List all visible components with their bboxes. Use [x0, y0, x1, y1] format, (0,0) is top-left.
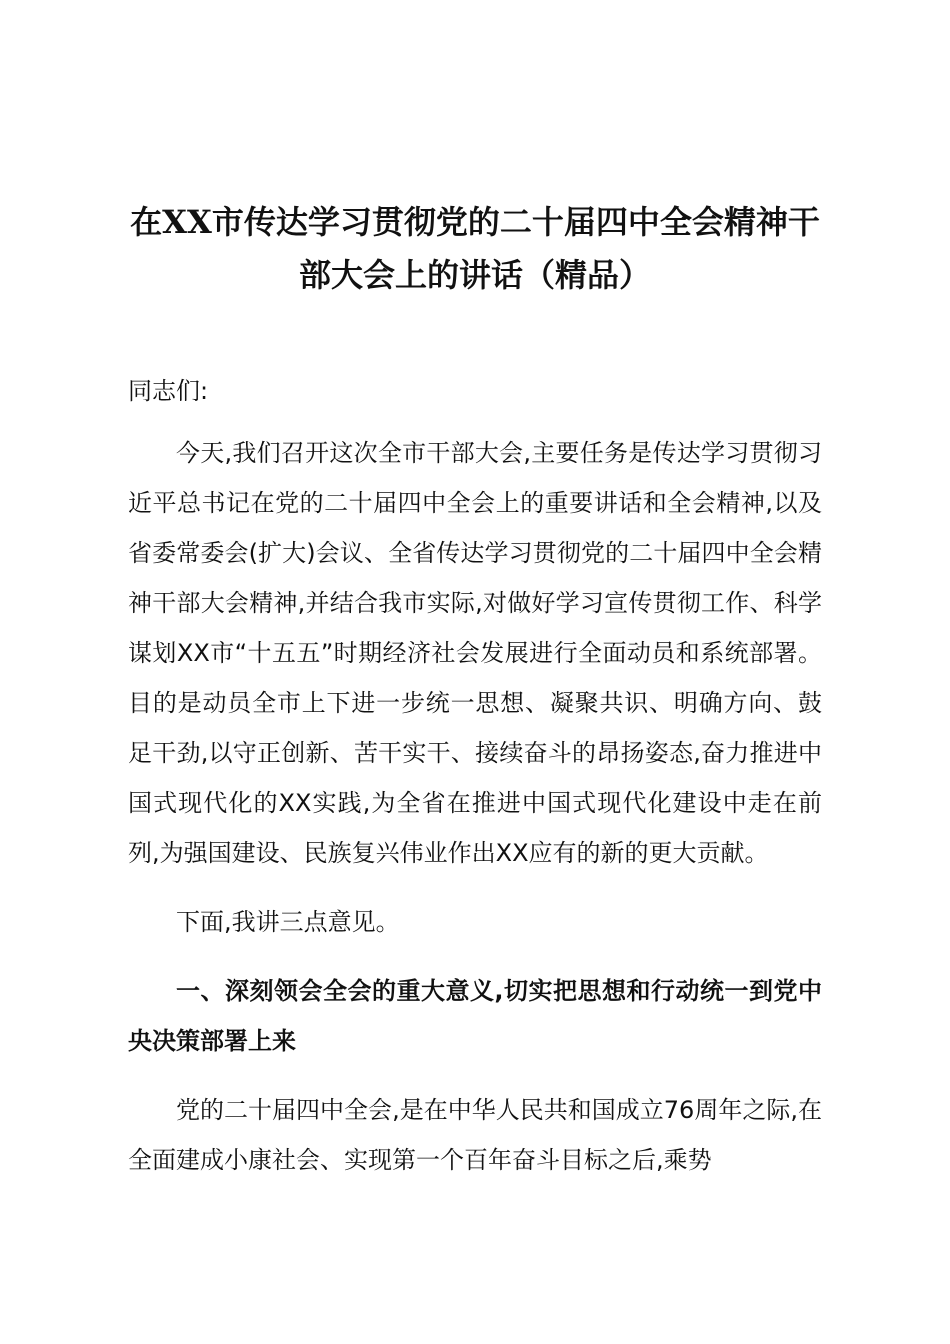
section-paragraph-1: 党的二十届四中全会,是在中华人民共和国成立76周年之际,在全面建成小康社会、实现第一个百年奋斗目标之后,乘势: [128, 1096, 822, 1174]
section-heading-1: 一、深刻领会全会的重大意义,切实把思想和行动统一到党中央决策部署上来: [128, 977, 822, 1055]
paragraph-outline: 下面,我讲三点意见。: [176, 908, 400, 936]
salutation: 同志们:: [128, 377, 209, 405]
document-body: [128, 366, 822, 1204]
paragraph-intro: 今天,我们召开这次全市干部大会,主要任务是传达学习贯彻习近平总书记在党的二十届四中全会上的重要讲话和全会精神,以及省委常委会(扩大)会议、全省传达学习贯彻党的二十届四中全会精神干部大会精神,并结合我市实际,对做好学习宣传贯彻工作、科学谋划XX市“十五五”时期经济社会发展进行全面动员和系统部署。目的是动员全市上下进一步统一思想、凝聚共识、明确方向、鼓足干劲,以守正创新、苦干实干、接续奋斗的昂扬姿态,奋力推进中国式现代化的XX实践,为全省在推进中国式现代化建设中走在前列,为强国建设、民族复兴伟业作出XX应有的新的更大贡献。: [128, 439, 822, 867]
document-title: 在XX市传达学习贯彻党的二十届四中全会精神干部大会上的讲话（精品）: [130, 203, 820, 294]
